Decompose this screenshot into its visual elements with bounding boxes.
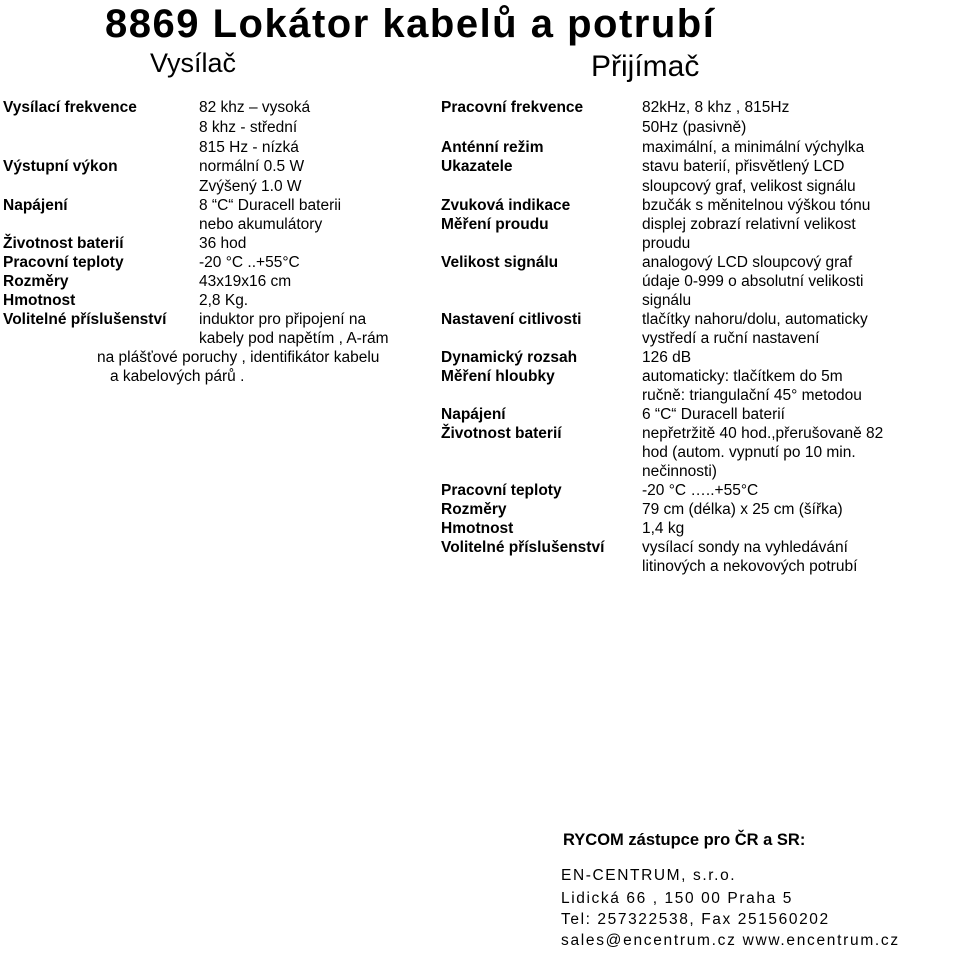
spec-label: Životnost baterií — [3, 235, 124, 252]
spec-value: analogový LCD sloupcový graf — [642, 254, 853, 271]
spec-label: Hmotnost — [441, 520, 514, 537]
spec-label: Hmotnost — [3, 292, 76, 309]
company-address: Lidická 66 , 150 00 Praha 5 — [561, 890, 793, 907]
spec-label: Pracovní teploty — [3, 254, 124, 271]
spec-label: Napájení — [3, 197, 68, 214]
spec-value: 8 khz - střední — [199, 119, 298, 136]
transmitter-heading: Vysílač — [150, 48, 237, 78]
spec-value: litinových a nekovových potrubí — [642, 558, 858, 575]
spec-value: -20 °C …..+55°C — [642, 482, 759, 499]
spec-label: Dynamický rozsah — [441, 349, 578, 366]
spec-value: stavu baterií, přisvětlený LCD — [642, 158, 845, 175]
spec-value: nebo akumulátory — [199, 216, 323, 233]
page-title: 8869 Lokátor kabelů a potrubí — [105, 2, 716, 46]
spec-value: nečinnosti) — [642, 463, 717, 480]
company-phone: Tel: 257322538, Fax 251560202 — [561, 911, 830, 928]
company-contacts: sales@encentrum.cz www.encentrum.cz — [561, 932, 900, 949]
spec-value: 50Hz (pasivně) — [642, 119, 747, 136]
spec-value: 6 “C“ Duracell baterií — [642, 406, 785, 423]
spec-value: 36 hod — [199, 235, 247, 252]
spec-label: Anténní režim — [441, 139, 544, 156]
spec-value: 8 “C“ Duracell baterii — [199, 197, 342, 214]
spec-value: ručně: triangulační 45° metodou — [642, 387, 862, 404]
spec-label: Vysílací frekvence — [3, 99, 137, 116]
spec-value: a kabelových párů . — [110, 368, 245, 385]
spec-value: hod (autom. vypnutí po 10 min. — [642, 444, 856, 461]
spec-label: Volitelné příslušenství — [441, 539, 605, 556]
spec-label: Měření proudu — [441, 216, 549, 233]
spec-label: Velikost signálu — [441, 254, 559, 271]
spec-label: Napájení — [441, 406, 506, 423]
spec-value: kabely pod napětím , A-rám — [199, 330, 389, 347]
spec-value: -20 °C ..+55°C — [199, 254, 300, 271]
spec-value: Zvýšený 1.0 W — [199, 178, 302, 195]
spec-value: 815 Hz - nízká — [199, 139, 299, 156]
spec-label: Rozměry — [441, 501, 507, 518]
spec-value: 82kHz, 8 khz , 815Hz — [642, 99, 790, 116]
spec-label: Ukazatele — [441, 158, 513, 175]
spec-value: bzučák s měnitelnou výškou tónu — [642, 197, 871, 214]
spec-value: normální 0.5 W — [199, 158, 305, 175]
spec-value: vysílací sondy na vyhledávání — [642, 539, 848, 556]
spec-value: signálu — [642, 292, 692, 309]
spec-label: Měření hloubky — [441, 368, 555, 385]
spec-value: maximální, a minimální výchylka — [642, 139, 865, 156]
spec-label: Pracovní frekvence — [441, 99, 584, 116]
spec-value: 2,8 Kg. — [199, 292, 249, 309]
spec-value: automaticky: tlačítkem do 5m — [642, 368, 843, 385]
spec-value: na plášťové poruchy , identifikátor kabelu — [97, 349, 380, 366]
spec-value: tlačítky nahoru/dolu, automaticky — [642, 311, 868, 328]
spec-value: displej zobrazí relativní velikost — [642, 216, 856, 233]
spec-label: Životnost baterií — [441, 425, 562, 442]
spec-value: nepřetržitě 40 hod.,přerušovaně 82 — [642, 425, 884, 442]
spec-value: proudu — [642, 235, 691, 252]
contact-heading: RYCOM zástupce pro ČR a SR: — [563, 831, 806, 849]
company-name: EN-CENTRUM, s.r.o. — [561, 867, 737, 884]
spec-value: induktor pro připojení na — [199, 311, 367, 328]
spec-label: Zvuková indikace — [441, 197, 571, 214]
spec-value: vystředí a ruční nastavení — [642, 330, 820, 347]
spec-value: 43x19x16 cm — [199, 273, 292, 290]
spec-label: Rozměry — [3, 273, 69, 290]
spec-label: Pracovní teploty — [441, 482, 562, 499]
spec-value: údaje 0-999 o absolutní velikosti — [642, 273, 864, 290]
spec-label: Volitelné příslušenství — [3, 311, 167, 328]
spec-value: 82 khz – vysoká — [199, 99, 311, 116]
spec-value: 79 cm (délka) x 25 cm (šířka) — [642, 501, 843, 518]
spec-value: 1,4 kg — [642, 520, 685, 537]
spec-label: Výstupní výkon — [3, 158, 118, 175]
spec-value: 126 dB — [642, 349, 692, 366]
receiver-heading: Přijímač — [591, 50, 700, 83]
spec-label: Nastavení citlivosti — [441, 311, 582, 328]
spec-value: sloupcový graf, velikost signálu — [642, 178, 856, 195]
